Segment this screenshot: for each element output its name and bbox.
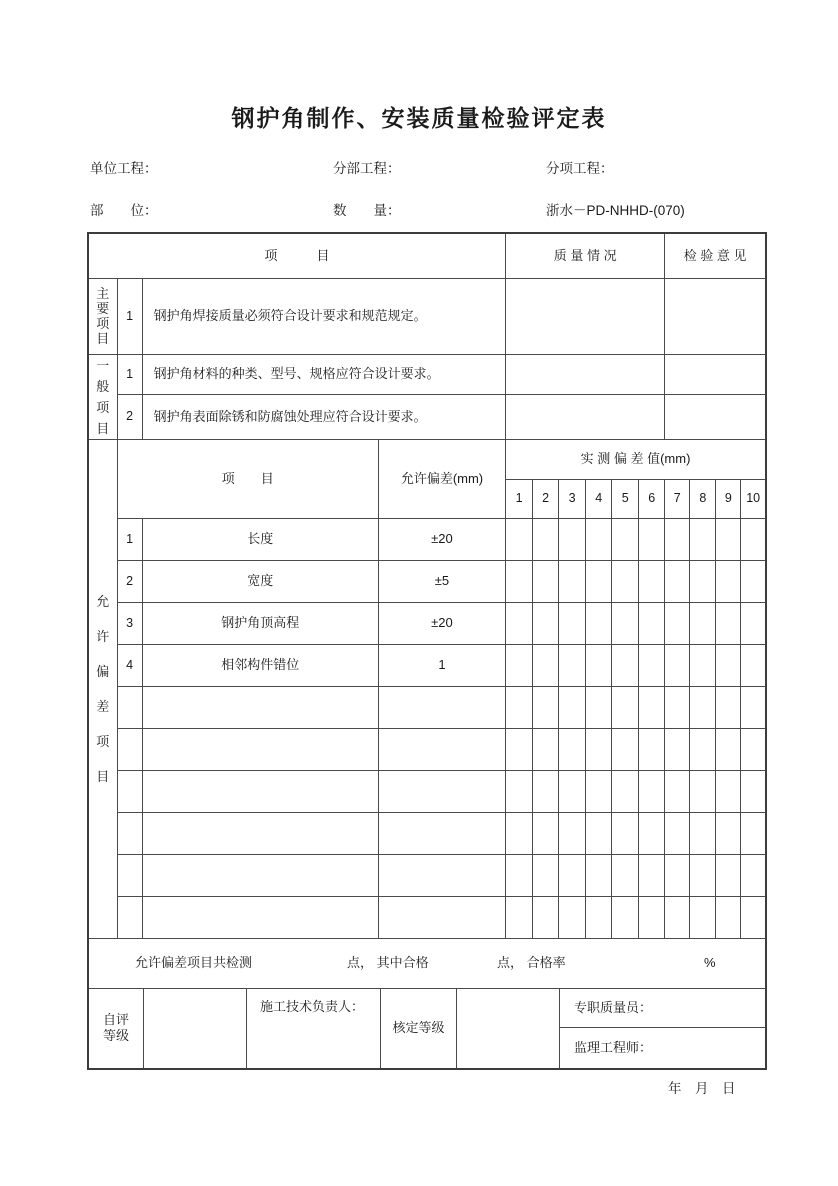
measured-value-cell[interactable]	[612, 896, 639, 938]
subitem-project-label: 分项工程：	[546, 161, 614, 176]
measured-value-cell[interactable]	[506, 812, 533, 854]
deviation-item-cell[interactable]	[142, 812, 378, 854]
self-rating-label: 自评等级	[89, 989, 144, 1068]
measured-value-cell[interactable]	[559, 812, 586, 854]
deviation-section-label: 允许偏差项目	[88, 439, 117, 938]
measured-value-cell[interactable]	[690, 602, 716, 644]
item-desc-cell: 钢护角材料的种类、型号、规格应符合设计要求。	[142, 354, 506, 394]
deviation-empty-row	[88, 770, 766, 812]
measured-value-cell[interactable]	[559, 896, 586, 938]
deviation-empty-row	[88, 896, 766, 938]
deviation-allow-cell[interactable]	[378, 770, 505, 812]
measured-value-cell[interactable]	[559, 686, 586, 728]
opinion-header: 检 验 意 见	[665, 233, 766, 278]
location-label: 部 位：	[90, 203, 158, 218]
allowed-deviation-header: 允许偏差(mm)	[378, 439, 505, 518]
measured-value-cell[interactable]	[612, 686, 639, 728]
measured-value-cell[interactable]	[690, 644, 716, 686]
general-item-row	[88, 394, 766, 439]
deviation-item-cell: 相邻构件错位	[142, 644, 378, 686]
measured-value-cell[interactable]	[665, 896, 690, 938]
summary-row	[88, 938, 766, 988]
deviation-item-cell[interactable]	[142, 686, 378, 728]
measured-value-cell[interactable]	[665, 518, 690, 560]
measured-value-cell[interactable]	[586, 812, 612, 854]
summary-text-2: 点， 其中合格	[347, 955, 429, 971]
measured-value-cell[interactable]	[690, 770, 716, 812]
measure-col-header: 4	[586, 479, 612, 518]
deviation-no-cell: 4	[117, 644, 142, 686]
deviation-row	[88, 644, 766, 686]
deviation-allow-cell: ±20	[378, 602, 505, 644]
measured-value-cell[interactable]	[639, 812, 665, 854]
quality-officer-label: 专职质量员：	[560, 989, 765, 1028]
measured-value-cell[interactable]	[639, 644, 665, 686]
general-item-row	[88, 354, 766, 394]
quality-entry-cell[interactable]	[506, 278, 665, 354]
measured-value-cell[interactable]	[665, 812, 690, 854]
measured-value-cell[interactable]	[716, 728, 741, 770]
measure-col-header: 3	[559, 479, 586, 518]
measured-value-cell[interactable]	[533, 602, 559, 644]
deviation-item-header: 项 目	[117, 439, 378, 518]
measured-value-cell[interactable]	[612, 770, 639, 812]
measured-value-cell[interactable]	[559, 518, 586, 560]
measured-value-cell[interactable]	[559, 770, 586, 812]
deviation-allow-cell[interactable]	[378, 812, 505, 854]
measured-value-cell[interactable]	[716, 812, 741, 854]
measured-value-cell[interactable]	[559, 728, 586, 770]
measured-value-cell[interactable]	[612, 602, 639, 644]
deviation-row	[88, 518, 766, 560]
measured-value-cell[interactable]	[533, 518, 559, 560]
measured-value-cell[interactable]	[665, 602, 690, 644]
measured-value-cell[interactable]	[506, 686, 533, 728]
deviation-item-cell: 长度	[142, 518, 378, 560]
deviation-item-cell[interactable]	[142, 854, 378, 896]
measured-value-cell[interactable]	[665, 854, 690, 896]
measured-value-cell[interactable]	[639, 770, 665, 812]
measured-value-cell[interactable]	[533, 644, 559, 686]
measured-value-cell[interactable]	[612, 560, 639, 602]
unit-project-label: 单位工程：	[90, 161, 158, 176]
measured-value-cell[interactable]	[690, 686, 716, 728]
measured-value-cell[interactable]	[690, 896, 716, 938]
quality-entry-cell[interactable]	[506, 394, 665, 439]
summary-text-4: %	[704, 955, 716, 971]
deviation-allow-cell[interactable]	[378, 854, 505, 896]
measured-value-cell[interactable]	[716, 686, 741, 728]
quantity-label: 数 量：	[333, 203, 401, 218]
measured-value-cell[interactable]	[639, 686, 665, 728]
deviation-allow-cell[interactable]	[378, 896, 505, 938]
measure-col-header: 9	[716, 479, 741, 518]
measured-value-cell[interactable]	[639, 518, 665, 560]
measured-value-cell[interactable]	[559, 854, 586, 896]
self-rating-entry-cell[interactable]	[144, 989, 247, 1068]
measure-col-header: 10	[741, 479, 766, 518]
measured-value-cell[interactable]	[559, 602, 586, 644]
measured-value-cell[interactable]	[506, 560, 533, 602]
measured-value-cell[interactable]	[741, 728, 766, 770]
measured-value-cell[interactable]	[716, 770, 741, 812]
measured-value-cell[interactable]	[741, 854, 766, 896]
measured-value-cell[interactable]	[690, 854, 716, 896]
deviation-row	[88, 602, 766, 644]
deviation-allow-cell[interactable]	[378, 728, 505, 770]
deviation-no-cell[interactable]	[117, 770, 142, 812]
item-no-cell: 2	[117, 394, 142, 439]
opinion-entry-cell[interactable]	[665, 278, 766, 354]
deviation-item-cell[interactable]	[142, 770, 378, 812]
measured-value-cell[interactable]	[506, 854, 533, 896]
measured-value-cell[interactable]	[690, 728, 716, 770]
measured-value-cell[interactable]	[586, 896, 612, 938]
measured-value-cell[interactable]	[612, 812, 639, 854]
deviation-item-cell: 钢护角顶高程	[142, 602, 378, 644]
measured-value-cell[interactable]	[506, 896, 533, 938]
measured-value-cell[interactable]	[665, 560, 690, 602]
item-desc-cell: 钢护角表面除锈和防腐蚀处理应符合设计要求。	[142, 394, 506, 439]
measure-col-header: 8	[690, 479, 716, 518]
measured-value-cell[interactable]	[741, 644, 766, 686]
deviation-allow-cell: ±20	[378, 518, 505, 560]
deviation-no-cell[interactable]	[117, 728, 142, 770]
measured-value-cell[interactable]	[506, 518, 533, 560]
deviation-item-cell[interactable]	[142, 728, 378, 770]
table-header-row	[88, 233, 766, 278]
deviation-empty-row	[88, 812, 766, 854]
measured-value-cell[interactable]	[533, 560, 559, 602]
measured-value-cell[interactable]	[586, 560, 612, 602]
measured-value-cell[interactable]	[690, 560, 716, 602]
deviation-allow-cell: ±5	[378, 560, 505, 602]
measured-value-cell[interactable]	[612, 644, 639, 686]
measured-value-cell[interactable]	[506, 602, 533, 644]
supervisor-label: 监理工程师：	[574, 1039, 653, 1055]
measured-value-cell[interactable]	[559, 560, 586, 602]
footer-row	[88, 988, 766, 1069]
form-code: 浙水－PD-NHHD-(070)	[546, 203, 685, 218]
item-no-cell: 1	[117, 354, 142, 394]
opinion-entry-cell[interactable]	[665, 354, 766, 394]
measured-value-cell[interactable]	[690, 812, 716, 854]
deviation-no-cell[interactable]	[117, 686, 142, 728]
measured-value-cell[interactable]	[533, 770, 559, 812]
measured-value-cell[interactable]	[741, 686, 766, 728]
deviation-no-cell: 1	[117, 518, 142, 560]
measured-value-cell[interactable]	[716, 896, 741, 938]
deviation-no-cell[interactable]	[117, 896, 142, 938]
measured-value-cell[interactable]	[741, 812, 766, 854]
measured-value-cell[interactable]	[586, 644, 612, 686]
measured-value-cell[interactable]	[741, 560, 766, 602]
measure-col-header: 2	[533, 479, 559, 518]
item-header: 项 目	[88, 233, 506, 278]
measured-value-cell[interactable]	[690, 518, 716, 560]
measured-value-cell[interactable]	[741, 518, 766, 560]
deviation-empty-row	[88, 728, 766, 770]
measured-value-cell[interactable]	[586, 728, 612, 770]
measured-value-cell[interactable]	[716, 644, 741, 686]
measured-value-cell[interactable]	[533, 854, 559, 896]
measured-value-cell[interactable]	[639, 896, 665, 938]
measure-col-header: 7	[665, 479, 690, 518]
deviation-allow-cell: 1	[378, 644, 505, 686]
measured-value-cell[interactable]	[559, 644, 586, 686]
measured-value-cell[interactable]	[665, 686, 690, 728]
deviation-item-cell: 宽度	[142, 560, 378, 602]
deviation-allow-cell[interactable]	[378, 686, 505, 728]
measured-value-cell[interactable]	[506, 728, 533, 770]
measure-col-header: 1	[506, 479, 533, 518]
deviation-empty-row	[88, 854, 766, 896]
measured-value-cell[interactable]	[716, 854, 741, 896]
measured-value-cell[interactable]	[533, 686, 559, 728]
summary-text-3: 点， 合格率	[497, 955, 566, 971]
main-item-row	[88, 278, 766, 354]
measured-value-cell[interactable]	[639, 602, 665, 644]
measured-value-cell[interactable]	[665, 644, 690, 686]
quality-entry-cell[interactable]	[506, 354, 665, 394]
measured-value-cell[interactable]	[612, 854, 639, 896]
measured-value-cell[interactable]	[716, 560, 741, 602]
item-no-cell: 1	[117, 278, 142, 354]
measured-value-cell[interactable]	[586, 518, 612, 560]
measured-value-cell[interactable]	[639, 854, 665, 896]
main-section-label: 主要项目	[88, 278, 117, 354]
measured-value-cell[interactable]	[586, 770, 612, 812]
measured-deviation-header: 实 测 偏 差 值(mm)	[506, 439, 766, 479]
summary-text-1: 允许偏差项目共检测	[135, 955, 253, 971]
deviation-no-cell[interactable]	[117, 854, 142, 896]
measured-value-cell[interactable]	[639, 560, 665, 602]
measured-value-cell[interactable]	[586, 602, 612, 644]
deviation-header-row	[88, 439, 766, 479]
deviation-item-cell[interactable]	[142, 896, 378, 938]
measured-value-cell[interactable]	[506, 770, 533, 812]
measured-value-cell[interactable]	[665, 770, 690, 812]
deviation-empty-row	[88, 686, 766, 728]
measured-value-cell[interactable]	[586, 686, 612, 728]
measured-value-cell[interactable]	[612, 518, 639, 560]
page-title: 钢护角制作、安装质量检验评定表	[231, 105, 607, 131]
item-desc-cell: 钢护角焊接质量必须符合设计要求和规范规定。	[142, 278, 506, 354]
measured-value-cell[interactable]	[506, 644, 533, 686]
measured-value-cell[interactable]	[716, 602, 741, 644]
general-section-label: 一般项目	[88, 354, 117, 439]
measured-value-cell[interactable]	[716, 518, 741, 560]
deviation-no-cell[interactable]	[117, 812, 142, 854]
verified-rating-label: 核定等级	[381, 989, 457, 1068]
division-project-label: 分部工程：	[333, 161, 401, 176]
measured-value-cell[interactable]	[586, 854, 612, 896]
measure-col-header: 6	[639, 479, 665, 518]
measured-value-cell[interactable]	[639, 728, 665, 770]
date-line: 年 月 日	[668, 1081, 736, 1096]
inspection-table	[87, 232, 767, 1070]
tech-leader-label: 施工技术负责人：	[247, 989, 381, 1068]
deviation-row	[88, 560, 766, 602]
deviation-no-cell: 2	[117, 560, 142, 602]
measured-value-cell[interactable]	[741, 896, 766, 938]
deviation-no-cell: 3	[117, 602, 142, 644]
verified-rating-entry-cell[interactable]	[457, 989, 560, 1068]
measured-value-cell[interactable]	[665, 728, 690, 770]
measured-value-cell[interactable]	[533, 728, 559, 770]
quality-header: 质 量 情 况	[506, 233, 665, 278]
measured-value-cell[interactable]	[533, 812, 559, 854]
measured-value-cell[interactable]	[741, 602, 766, 644]
measured-value-cell[interactable]	[741, 770, 766, 812]
measured-value-cell[interactable]	[612, 728, 639, 770]
measured-value-cell[interactable]	[533, 896, 559, 938]
measure-col-header: 5	[612, 479, 639, 518]
opinion-entry-cell[interactable]	[665, 394, 766, 439]
